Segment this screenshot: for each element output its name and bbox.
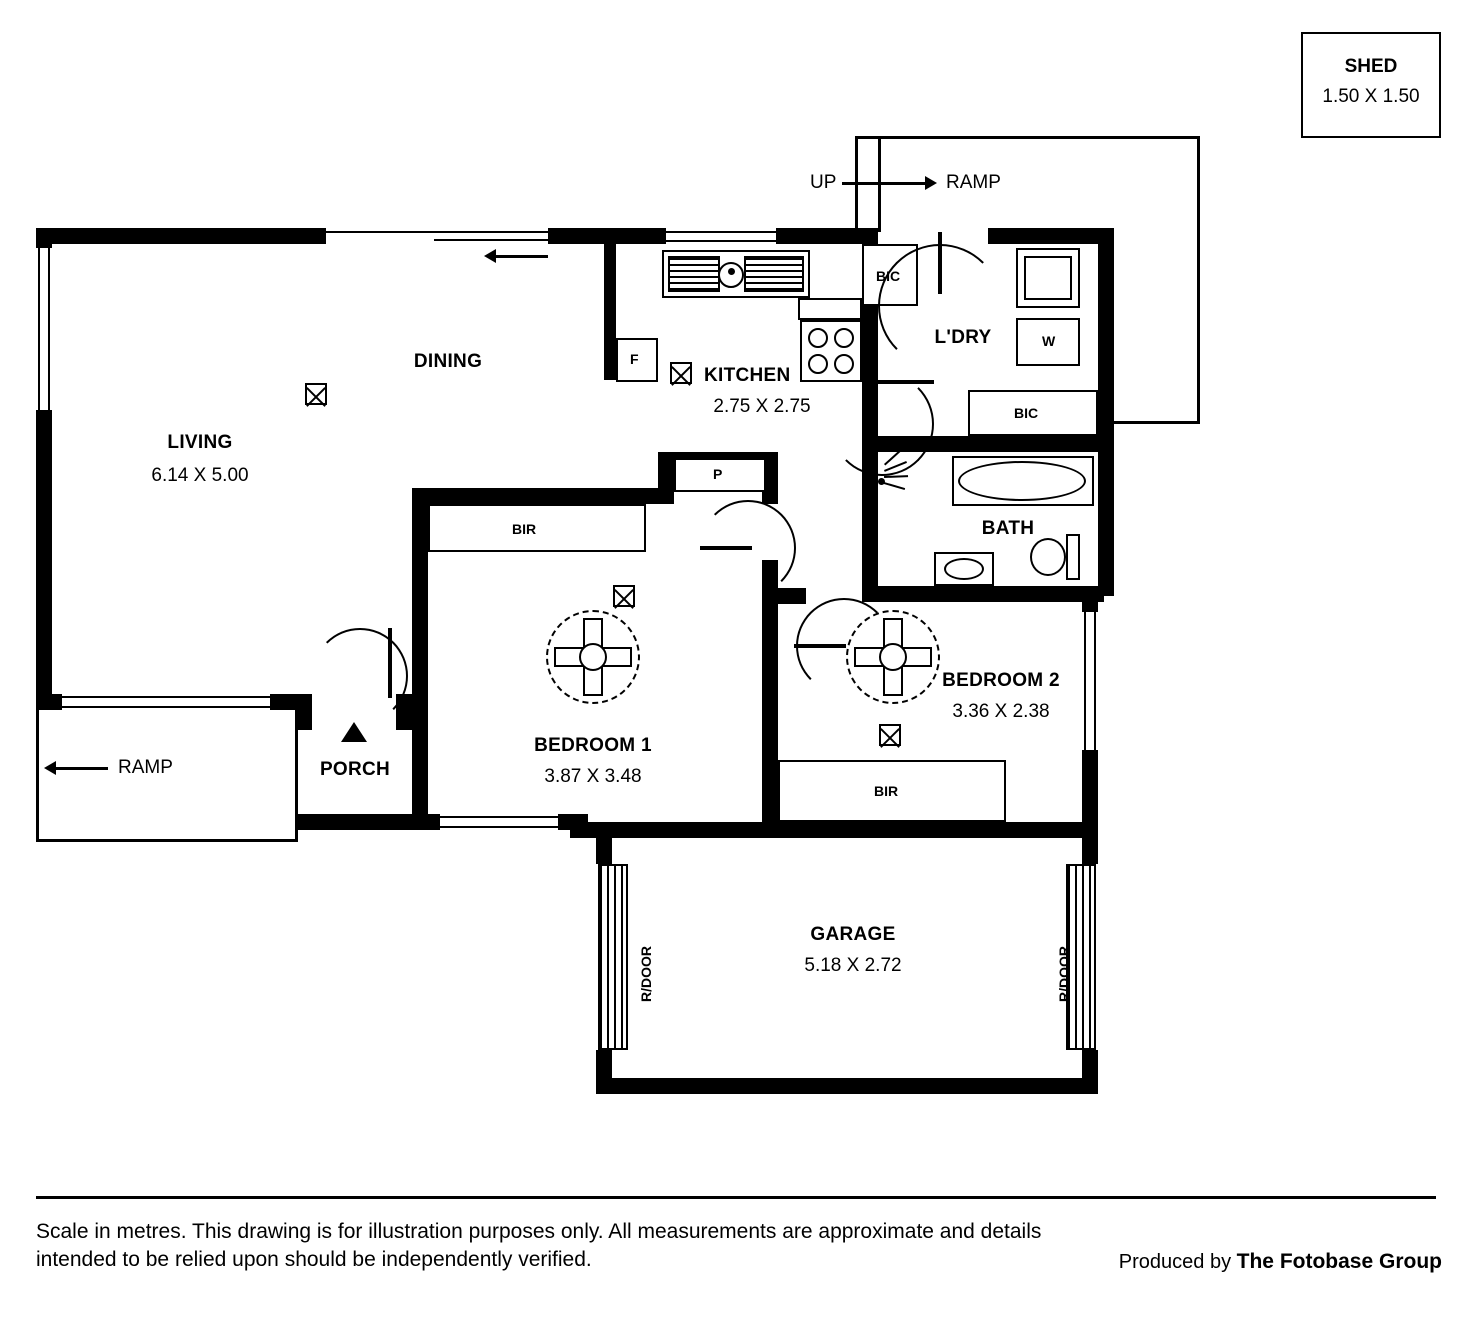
room-label-kitchen: KITCHEN bbox=[704, 365, 791, 386]
ramp-left-outline-left bbox=[36, 710, 39, 842]
bathtub-inner bbox=[958, 461, 1086, 501]
cooktop-burner-1 bbox=[808, 328, 828, 348]
ramp-arrow-left-head bbox=[44, 761, 56, 775]
window-dining-top-inner bbox=[434, 239, 548, 241]
wall-bed1-top bbox=[412, 488, 658, 504]
wall-top-kitchen-left bbox=[548, 228, 666, 244]
vent-icon-living bbox=[305, 383, 327, 405]
vent-icon-bed1 bbox=[613, 585, 635, 607]
room-dim-bedroom2: 3.36 X 2.38 bbox=[952, 701, 1050, 722]
room-dim-bedroom1: 3.87 X 3.48 bbox=[544, 766, 642, 787]
shed-legend-box bbox=[1301, 32, 1441, 138]
up-label: UP bbox=[810, 172, 837, 193]
ramp-enclosure-right bbox=[1197, 136, 1200, 424]
cooktop-burner-2 bbox=[834, 328, 854, 348]
wall-porch-left bbox=[296, 694, 312, 730]
wall-bed1-bottom-left bbox=[396, 814, 440, 830]
room-label-living: LIVING bbox=[167, 432, 233, 453]
wall-left-upper bbox=[36, 228, 52, 248]
footer-credit-brand: The Fotobase Group bbox=[1236, 1250, 1442, 1273]
room-dim-living: 6.14 X 5.00 bbox=[151, 465, 249, 486]
wall-kitchen-left-lower bbox=[604, 340, 616, 380]
rdoor-left-label: R/DOOR bbox=[638, 946, 654, 1002]
door-leaf-entry bbox=[388, 628, 392, 698]
ramp-enclosure-bottom bbox=[1110, 421, 1200, 424]
door-leaf-kitchen-hall bbox=[878, 380, 934, 384]
wall-garage-left-top bbox=[596, 838, 612, 864]
wall-top-right bbox=[988, 228, 1114, 244]
door-arc-kitchen-hall bbox=[830, 372, 934, 476]
room-label-garage: GARAGE bbox=[810, 924, 896, 945]
room-label-bath: BATH bbox=[981, 518, 1035, 539]
wall-hall-nib bbox=[778, 588, 806, 604]
window-living-bottom bbox=[62, 696, 270, 708]
shed-dimensions: 1.50 X 1.50 bbox=[1322, 86, 1420, 107]
rdoor-right-label: R/DOOR bbox=[1056, 946, 1072, 1002]
wall-garage-bottom bbox=[596, 1078, 1098, 1094]
bir-bed1-box bbox=[428, 504, 646, 552]
ramp-top-label: RAMP bbox=[946, 172, 1001, 193]
wall-bed1-bottom-right bbox=[558, 814, 588, 830]
kitchen-sink-bowl bbox=[718, 262, 744, 288]
wall-garage-right-top bbox=[1082, 838, 1098, 864]
ramp-arrow-top-head bbox=[925, 176, 937, 190]
room-dim-garage: 5.18 X 2.72 bbox=[804, 955, 902, 976]
window-dining-top-outer bbox=[326, 231, 548, 233]
ramp-left-outline-bottom bbox=[36, 839, 298, 842]
bic-top-label: BIC bbox=[876, 268, 901, 284]
bir-bed1-label: BIR bbox=[512, 521, 537, 537]
wall-top-kitchen-right bbox=[776, 228, 876, 244]
window-kitchen-top-outer bbox=[666, 231, 776, 233]
wall-bic-top-right bbox=[862, 228, 878, 244]
window-bed1-bottom bbox=[440, 816, 558, 828]
porch-step-marker bbox=[341, 722, 367, 742]
footer-credit-prefix: Produced by bbox=[1118, 1251, 1237, 1273]
fan-hub-bed1 bbox=[579, 643, 607, 671]
window-kitchen-top-inner bbox=[666, 240, 776, 242]
kitchen-drainer-right bbox=[744, 256, 804, 292]
toilet-cistern bbox=[1066, 534, 1080, 580]
wall-living-bottom-left bbox=[36, 694, 62, 710]
room-label-dining: DINING bbox=[413, 351, 483, 372]
ramp-arrow-left-line bbox=[54, 767, 108, 770]
wall-top-left bbox=[36, 228, 326, 244]
vent-icon-bed2 bbox=[879, 724, 901, 746]
door-leaf-bed1 bbox=[700, 546, 752, 550]
toilet-bowl bbox=[1030, 538, 1066, 576]
door-arc-entry bbox=[312, 628, 408, 724]
shower-ray-4 bbox=[883, 482, 905, 490]
kitchen-bench-right bbox=[798, 298, 862, 320]
wall-kitchen-left-upper bbox=[604, 244, 616, 340]
wall-right-upper bbox=[1098, 228, 1114, 596]
shed-title: SHED bbox=[1344, 56, 1398, 77]
window-living-left bbox=[38, 248, 50, 410]
bic-lower-label: BIC bbox=[1014, 405, 1039, 421]
ramp-left-label: RAMP bbox=[118, 757, 173, 778]
ramp-enclosure-top bbox=[855, 136, 1200, 139]
washer-label: W bbox=[1042, 333, 1056, 349]
room-label-porch: PORCH bbox=[319, 759, 391, 780]
ramp-arrow-top-line bbox=[842, 182, 930, 185]
wall-left-lower bbox=[36, 410, 52, 710]
wall-bed2-bottom bbox=[570, 822, 1098, 838]
door-leaf-bed2 bbox=[794, 644, 846, 648]
wall-bath-bottom bbox=[862, 586, 1104, 602]
wall-right-bed2-top bbox=[1082, 586, 1098, 612]
garage-rdoor-left bbox=[598, 864, 628, 1050]
room-label-laundry: L'DRY bbox=[934, 327, 992, 348]
vanity-basin bbox=[944, 558, 984, 580]
kitchen-tap bbox=[728, 268, 735, 275]
room-label-bedroom1: BEDROOM 1 bbox=[534, 735, 652, 756]
bir-bed2-label: BIR bbox=[874, 783, 899, 799]
wall-garage-right-bottom bbox=[1082, 1050, 1098, 1094]
fridge-label: F bbox=[630, 351, 639, 367]
pantry-label: P bbox=[713, 466, 723, 482]
dining-arrow-line bbox=[496, 255, 548, 258]
laundry-trough-inner bbox=[1024, 256, 1072, 300]
footer-divider bbox=[36, 1196, 1436, 1199]
wall-porch-bottom bbox=[296, 814, 412, 830]
door-leaf-laundry bbox=[938, 232, 942, 294]
footer-disclaimer: Scale in metres. This drawing is for illustration purposes only. All measurements are approximate and details intended to be relied upon should be independently verified. bbox=[36, 1220, 1042, 1272]
kitchen-drainer-left bbox=[668, 256, 720, 292]
room-label-bedroom2: BEDROOM 2 bbox=[942, 670, 1060, 691]
wall-bed1-right bbox=[762, 588, 778, 830]
dining-arrow-head bbox=[484, 249, 496, 263]
room-dim-kitchen: 2.75 X 2.75 bbox=[713, 396, 811, 417]
ceiling-fan-bed1 bbox=[546, 610, 640, 704]
footer-credit bbox=[1119, 1250, 1442, 1274]
